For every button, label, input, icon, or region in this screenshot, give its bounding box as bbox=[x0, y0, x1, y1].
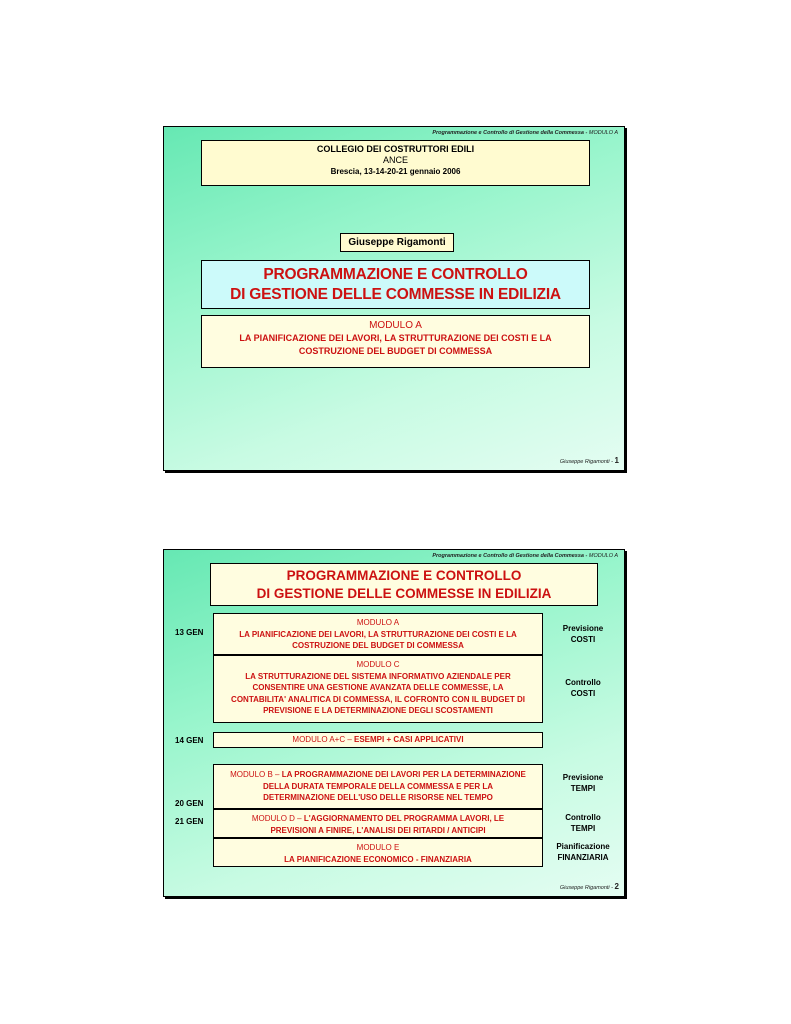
college-name: COLLEGIO DEI COSTRUTTORI EDILI bbox=[316, 144, 475, 154]
module-a-line-2: COSTRUZIONE DEL BUDGET DI COMMESSA bbox=[292, 641, 464, 650]
module-c-label: MODULO C bbox=[356, 660, 400, 669]
title-box bbox=[201, 260, 590, 309]
module-c-line-1: LA STRUTTURAZIONE DEL SISTEMA INFORMATIVO AZIENDALE PER bbox=[245, 671, 511, 681]
author-box: Giuseppe Rigamonti bbox=[340, 233, 454, 252]
slide-footer bbox=[560, 882, 619, 891]
module-line-1: LA PIANIFICAZIONE DEI LAVORI, LA STRUTTURAZIONE DEI COSTI E LA bbox=[239, 333, 552, 343]
title-line-2: DI GESTIONE DELLE COMMESSE IN EDILIZIA bbox=[230, 286, 561, 303]
title-box bbox=[210, 563, 598, 606]
side-value: TEMPI bbox=[570, 784, 596, 793]
side-label: Controllo bbox=[565, 813, 601, 822]
side-value: FINANZIARIA bbox=[557, 853, 609, 862]
module-c-box bbox=[213, 655, 543, 723]
footer-author: Giuseppe Rigamonti - bbox=[559, 459, 615, 465]
module-ac-text: ESEMPI + CASI APPLICATIVI bbox=[354, 735, 464, 744]
college-org: ANCE bbox=[382, 155, 408, 165]
module-b-box bbox=[213, 764, 543, 809]
side-pianificazione-finanziaria bbox=[544, 841, 622, 863]
module-a-label: MODULO A bbox=[356, 618, 400, 627]
module-d-box bbox=[213, 809, 543, 838]
college-dates: Brescia, 13-14-20-21 gennaio 2006 bbox=[330, 167, 461, 176]
module-b-line-2: DELLA DURATA TEMPORALE DELLA COMMESSA E PER LA bbox=[262, 781, 494, 791]
slide-header bbox=[432, 553, 618, 559]
module-c-line-2: CONSENTIRE UNA GESTIONE AVANZATA DELLE COMMESSE, LA bbox=[252, 683, 504, 692]
slide-footer bbox=[560, 456, 619, 465]
side-value: COSTI bbox=[570, 635, 596, 644]
side-value: TEMPI bbox=[570, 824, 596, 833]
side-controllo-tempi bbox=[548, 812, 618, 834]
side-label: Previsione bbox=[562, 773, 604, 782]
module-ac-box bbox=[213, 732, 543, 748]
footer-author: Giuseppe Rigamonti - bbox=[559, 885, 615, 891]
module-b-label: MODULO B – bbox=[230, 770, 282, 779]
title-line-1: PROGRAMMAZIONE E CONTROLLO bbox=[286, 568, 522, 583]
header-course: Programmazione e Controllo di Gestione della Commessa - bbox=[432, 553, 589, 559]
side-value: COSTI bbox=[570, 689, 596, 698]
module-line-2: COSTRUZIONE DEL BUDGET DI COMMESSA bbox=[298, 346, 493, 356]
title-line-2: DI GESTIONE DELLE COMMESSE IN EDILIZIA bbox=[256, 586, 552, 601]
header-module: MODULO A bbox=[588, 130, 618, 136]
module-d-label: MODULO D – bbox=[251, 814, 304, 823]
header-module: MODULO A bbox=[588, 553, 618, 559]
module-b-line-3: DETERMINAZIONE DELL'USO DELLE RISORSE NEL TEMPO bbox=[263, 793, 493, 802]
module-a-box bbox=[213, 613, 543, 655]
slide-2 bbox=[163, 549, 625, 897]
date-20-gen: 20 GEN bbox=[175, 799, 204, 808]
side-label: Controllo bbox=[565, 678, 601, 687]
module-d-line-1: L'AGGIORNAMENTO DEL PROGRAMMA LAVORI, LE bbox=[303, 814, 505, 823]
title-line-1: PROGRAMMAZIONE E CONTROLLO bbox=[263, 266, 528, 283]
module-b-line-1: LA PROGRAMMAZIONE DEI LAVORI PER LA DETERMINAZIONE bbox=[281, 770, 526, 779]
side-previsione-tempi bbox=[548, 772, 618, 794]
module-a-box bbox=[201, 315, 590, 368]
page-number: 1 bbox=[614, 456, 619, 465]
module-e-label: MODULO E bbox=[356, 843, 400, 852]
module-e-box bbox=[213, 838, 543, 867]
module-c-line-3: CONTABILITA' ANALITICA DI COMMESSA, IL COFRONTO CON IL BUDGET DI bbox=[231, 694, 525, 704]
side-label: Pianificazione bbox=[556, 842, 610, 851]
college-box bbox=[201, 140, 590, 186]
page-number: 2 bbox=[614, 882, 619, 891]
side-controllo-costi bbox=[548, 677, 618, 699]
module-e-line-1: LA PIANIFICAZIONE ECONOMICO - FINANZIARIA bbox=[284, 854, 472, 864]
module-ac-label: MODULO A+C – bbox=[292, 735, 354, 744]
slide-header bbox=[432, 130, 618, 136]
module-a-line-1: LA PIANIFICAZIONE DEI LAVORI, LA STRUTTURAZIONE DEI COSTI E LA bbox=[239, 629, 517, 639]
module-label: MODULO A bbox=[369, 320, 422, 331]
side-label: Previsione bbox=[562, 624, 604, 633]
date-21-gen: 21 GEN bbox=[175, 817, 204, 826]
date-13-gen: 13 GEN bbox=[175, 628, 204, 637]
slide-1 bbox=[163, 126, 625, 471]
side-previsione-costi bbox=[548, 623, 618, 645]
module-c-line-4: PREVISIONE E LA DETERMINAZIONE DEGLI SCOSTAMENTI bbox=[263, 706, 493, 715]
date-14-gen: 14 GEN bbox=[175, 736, 204, 745]
header-course: Programmazione e Controllo di Gestione della Commessa - bbox=[432, 130, 589, 136]
module-d-line-2: PREVISIONI A FINIRE, L'ANALISI DEI RITARDI / ANTICIPI bbox=[270, 825, 486, 835]
